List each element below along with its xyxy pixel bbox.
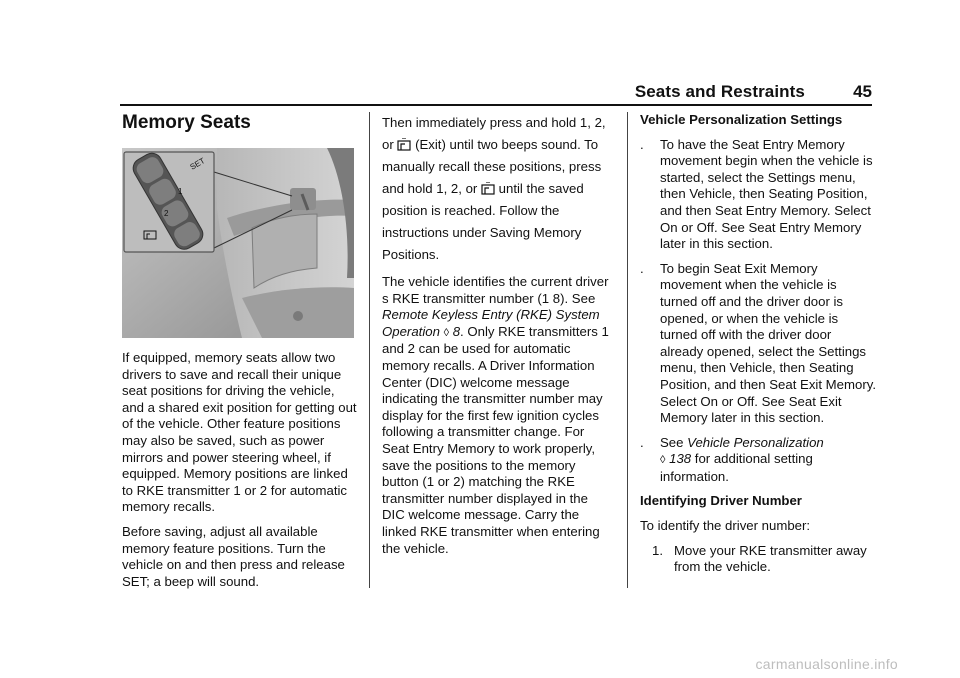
page-header	[0, 0, 960, 110]
exit-seat-icon	[481, 182, 495, 195]
bullet-text: To begin Seat Exit Memory movement when the vehicle is turned off and the driver door is opened, or when the vehicle is turned off with the driver door already opened, select the Settings menu, then Vehicle, then Seating Position, and then Seat Exit Memory. Select On or Off. See Seat Exit Memory later in this section.	[660, 260, 876, 426]
text-run: (Exit) until two beeps sound. To manually recall these positions, press and hold 1, 2, or	[382, 137, 602, 196]
memory-seat-buttons-figure	[122, 148, 354, 338]
step-number: 1.	[652, 542, 663, 558]
bullet-mark: .	[640, 260, 644, 276]
set-button-label: SET	[188, 156, 207, 172]
column-divider	[369, 112, 370, 588]
section-title: Memory Seats	[122, 112, 251, 133]
bullet-mark: .	[640, 136, 644, 152]
column-1	[122, 112, 358, 598]
column-3	[640, 112, 876, 584]
memory-1-button-label: 1	[178, 187, 183, 196]
personalization-link[interactable]: Vehicle Personalization	[687, 434, 824, 450]
section-reference: Saving Memory Positions.	[382, 225, 582, 262]
page-ref-arrow-icon: ◊	[660, 454, 666, 467]
exit-seat-icon	[397, 138, 411, 151]
saving-paragraph: Before saving, adjust all available memory feature positions. Turn the vehicle on and then press and release SET; a beep will sound.	[122, 523, 345, 589]
list-item	[640, 137, 876, 253]
subhead-personalization: Vehicle Personalization Settings	[640, 112, 843, 127]
list-item	[640, 543, 876, 576]
running-title: Seats and Restraints	[634, 82, 805, 101]
saving-continued-paragraph	[382, 112, 614, 266]
driver-number-intro: To identify the driver number:	[640, 518, 811, 534]
personalization-page-ref[interactable]: 138	[669, 451, 692, 467]
rke-link[interactable]: Remote Keyless Entry (RKE) System Operation	[382, 307, 600, 339]
text-run: See	[660, 434, 684, 450]
list-item	[640, 261, 876, 427]
watermark: carmanualsonline.info	[755, 656, 898, 672]
list-item	[640, 435, 876, 486]
memory-2-button-label: 2	[164, 209, 169, 218]
bullet-mark: .	[640, 434, 644, 450]
column-2	[382, 112, 614, 565]
rke-paragraph	[382, 274, 614, 557]
column-divider	[627, 112, 628, 588]
bullet-text: To have the Seat Entry Memory movement begin when the vehicle is started, select the Settings menu, then Vehicle, then Seating Position, and then Seat Entry Memory. Select On or Off. See Seat Entry Memory later in this section.	[660, 136, 873, 252]
text-run: until the saved position is reached. Follow the instructions under	[382, 181, 584, 240]
rke-page-ref[interactable]: 8	[452, 323, 461, 339]
page-number: 45	[853, 82, 872, 101]
text-run: . Only RKE transmitters 1 and 2 can be used for automatic memory recalls. A Driver Information Center (DIC) welcome message indicating the transmitter number may display for the first few ignition cycles following a transmitter change. For Seat Entry Memory to work properly, save the positions to the memory button (1 or 2) matching the RKE transmitter number displayed in the DIC welcome message. Carry the linked RKE transmitter when entering the vehicle.	[382, 323, 609, 556]
header-rule	[120, 104, 872, 106]
text-run: The vehicle identifies the current driver s RKE transmitter number (1 8). See	[382, 274, 609, 306]
subhead-driver-number: Identifying Driver Number	[640, 493, 802, 509]
page-ref-arrow-icon: ◊	[443, 326, 450, 339]
text-run: for additional setting information.	[660, 451, 813, 484]
intro-paragraph: If equipped, memory seats allow two drivers to save and recall their unique seat positions for driving the vehicle, and a shared exit position for getting out of the vehicle. Other feature positions may also be saved, such as power mirrors and power steering wheel, if equipped. Memory positions are linked to RKE transmitter 1 or 2 for automatic memory recalls.	[122, 350, 357, 515]
text-run: Then immediately press and hold 1, 2, or	[382, 115, 606, 152]
step-text: Move your RKE transmitter away from the vehicle.	[674, 542, 867, 575]
